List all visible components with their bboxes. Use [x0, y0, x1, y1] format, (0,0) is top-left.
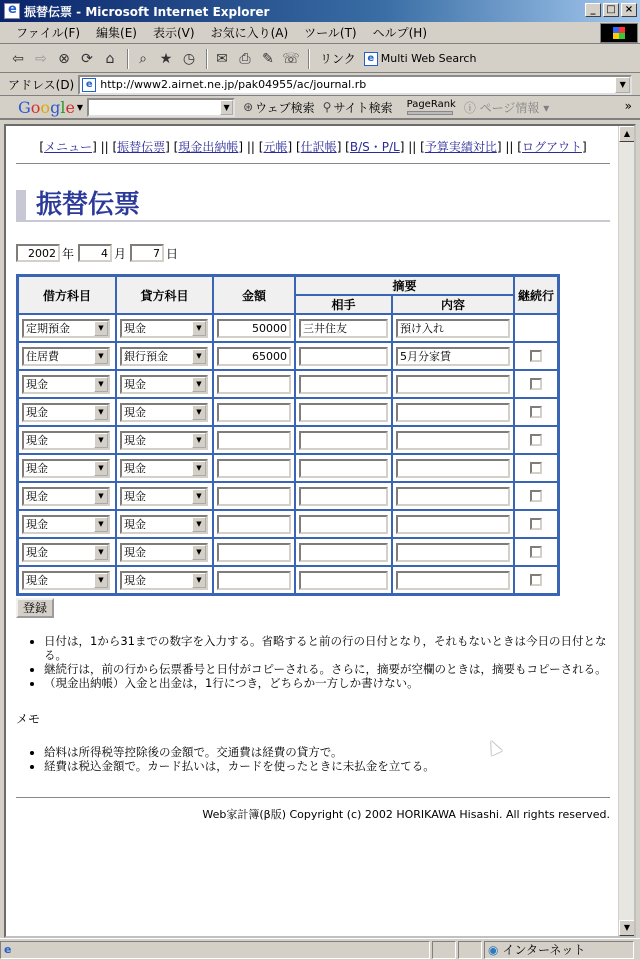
amount-input[interactable]	[217, 431, 291, 450]
ie-icon	[4, 3, 20, 19]
debit-value: 住居費	[26, 349, 59, 363]
maximize-button[interactable]: □	[603, 3, 619, 17]
web-search-button[interactable]	[243, 99, 315, 116]
dropdown-arrow-icon[interactable]: ▼	[192, 433, 206, 448]
journal-cell	[295, 398, 392, 426]
journal-row	[18, 566, 558, 594]
amount-input[interactable]	[217, 571, 291, 590]
status-bar	[0, 938, 640, 960]
toolbar-separator	[308, 49, 310, 69]
continue-checkbox[interactable]	[530, 490, 542, 502]
zone-label: インターネット	[502, 943, 586, 957]
content-input[interactable]	[396, 403, 510, 422]
journal-cell	[116, 426, 213, 454]
credit-value: 現金	[124, 461, 146, 475]
journal-cell	[392, 370, 514, 398]
continue-checkbox[interactable]	[530, 462, 542, 474]
credit-value: 現金	[124, 405, 146, 419]
journal-cell	[514, 482, 558, 510]
register-button[interactable]: 登録	[16, 598, 54, 618]
nav-link-furikae[interactable]: 振替伝票	[117, 140, 166, 154]
content-input[interactable]	[396, 571, 510, 590]
debit-value: 現金	[26, 517, 48, 531]
nav-link-menu[interactable]: メニュー	[44, 140, 93, 154]
menu-tools[interactable]: ツール(T)	[304, 26, 357, 40]
dropdown-arrow-icon[interactable]: ▼	[192, 321, 206, 336]
journal-cell	[213, 398, 295, 426]
journal-cell	[392, 342, 514, 370]
debit-select[interactable]	[22, 459, 110, 478]
content-input[interactable]	[396, 375, 510, 394]
journal-cell	[18, 538, 116, 566]
address-label: アドレス(D)	[8, 78, 75, 92]
journal-cell	[116, 314, 213, 342]
amount-input[interactable]	[217, 515, 291, 534]
multi-web-search-label: Multi Web Search	[380, 52, 477, 65]
footer-copyright: Web家計簿(β版) Copyright (c) 2002 HORIKAWA Hisashi. All rights reserved.	[202, 808, 610, 821]
journal-cell	[295, 314, 392, 342]
credit-select[interactable]	[120, 347, 208, 366]
note-item: • 日付は，1から31までの数字を入力する。省略すると前の行の日付となり，それもないときは今日の日付となる。	[44, 634, 610, 662]
credit-value: 現金	[124, 489, 146, 503]
journal-cell	[213, 454, 295, 482]
debit-value: 現金	[26, 433, 48, 447]
amount-input[interactable]: 50000	[217, 319, 291, 338]
partner-input[interactable]	[299, 487, 388, 506]
dropdown-arrow-icon[interactable]: ▼	[94, 461, 108, 476]
partner-input[interactable]: 三井住友	[299, 319, 388, 338]
dropdown-arrow-icon[interactable]: ▼	[94, 405, 108, 420]
header-continue: 継続行	[514, 276, 558, 314]
journal-cell	[18, 398, 116, 426]
journal-cell	[18, 566, 116, 594]
menu-edit[interactable]: 編集(E)	[96, 26, 137, 40]
journal-cell	[392, 398, 514, 426]
dropdown-arrow-icon[interactable]: ▼	[94, 489, 108, 504]
journal-cell	[116, 370, 213, 398]
dropdown-arrow-icon[interactable]: ▼	[192, 545, 206, 560]
status-panel	[432, 941, 456, 959]
amount-input[interactable]	[217, 403, 291, 422]
site-search-label: サイト検索	[333, 100, 393, 115]
credit-value: 現金	[124, 321, 146, 335]
address-bar	[0, 74, 640, 96]
address-dropdown-icon[interactable]: ▼	[615, 77, 630, 93]
debit-select[interactable]	[22, 431, 110, 450]
windows-logo-icon	[600, 23, 638, 43]
continue-checkbox[interactable]	[530, 546, 542, 558]
dropdown-arrow-icon[interactable]: ▼	[192, 461, 206, 476]
credit-value: 現金	[124, 517, 146, 531]
credit-value: 現金	[124, 545, 146, 559]
notes-list	[16, 634, 610, 690]
year-input[interactable]	[16, 244, 60, 262]
partner-input[interactable]	[299, 431, 388, 450]
menu-bar	[0, 22, 640, 44]
note-item: • （現金出納帳）入金と出金は，1行につき，どちらか一方しか書けない。	[44, 676, 610, 690]
journal-cell	[295, 482, 392, 510]
debit-select[interactable]	[22, 403, 110, 422]
note-item: • 継続行は，前の行から伝票番号と日付がコピーされる。さらに，摘要が空欄のときは，摘要もコピーされる。	[44, 662, 610, 676]
journal-cell	[213, 370, 295, 398]
credit-select[interactable]	[120, 431, 208, 450]
print-icon[interactable]: ⎙	[239, 50, 251, 67]
dropdown-arrow-icon[interactable]: ▼	[192, 489, 206, 504]
journal-cell	[18, 482, 116, 510]
nav-link-yosan[interactable]: 予算実績対比	[424, 140, 497, 154]
journal-cell	[213, 566, 295, 594]
journal-cell	[295, 566, 392, 594]
favorites-icon[interactable]: ★	[159, 50, 173, 67]
credit-value: 現金	[124, 573, 146, 587]
content-input[interactable]	[396, 515, 510, 534]
refresh-icon[interactable]: ⟳	[81, 50, 93, 67]
journal-cell	[295, 342, 392, 370]
debit-select[interactable]	[22, 319, 110, 338]
credit-value: 現金	[124, 377, 146, 391]
journal-cell	[392, 538, 514, 566]
amount-input[interactable]	[217, 543, 291, 562]
dropdown-arrow-icon[interactable]: ▼	[94, 545, 108, 560]
journal-row	[18, 370, 558, 398]
journal-cell	[213, 482, 295, 510]
debit-value: 現金	[26, 573, 48, 587]
journal-cell	[295, 426, 392, 454]
day-unit: 日	[166, 246, 179, 261]
partner-input[interactable]	[299, 347, 388, 366]
year-unit: 年	[62, 246, 75, 261]
debit-value: 現金	[26, 461, 48, 475]
continue-checkbox[interactable]	[530, 518, 542, 530]
debit-value: 現金	[26, 405, 48, 419]
partner-input[interactable]	[299, 403, 388, 422]
history-icon[interactable]: ◷	[182, 50, 196, 67]
journal-body	[18, 314, 558, 594]
ie-page-icon: e	[364, 52, 378, 66]
journal-cell	[392, 510, 514, 538]
web-search-icon: ⊛	[243, 100, 254, 114]
credit-value: 現金	[124, 433, 146, 447]
menu-view[interactable]: 表示(V)	[152, 26, 195, 40]
journal-cell	[116, 566, 213, 594]
pagerank-indicator[interactable]	[407, 100, 456, 115]
debit-select[interactable]	[22, 487, 110, 506]
journal-cell	[116, 454, 213, 482]
debit-select[interactable]	[22, 571, 110, 590]
credit-select[interactable]	[120, 403, 208, 422]
nav-link-shiwake[interactable]: 仕訳帳	[300, 140, 337, 154]
journal-cell	[213, 510, 295, 538]
partner-input[interactable]	[299, 543, 388, 562]
month-input[interactable]	[78, 244, 112, 262]
status-text	[0, 941, 430, 959]
memo-heading: メモ	[16, 712, 41, 726]
journal-cell	[18, 314, 116, 342]
journal-cell	[295, 510, 392, 538]
google-toolbar	[0, 96, 640, 120]
home-icon[interactable]: ⌂	[105, 50, 115, 67]
dropdown-arrow-icon[interactable]: ▼	[94, 349, 108, 364]
amount-input[interactable]	[217, 487, 291, 506]
journal-cell	[213, 538, 295, 566]
credit-select[interactable]	[120, 515, 208, 534]
credit-select[interactable]	[120, 319, 208, 338]
close-button[interactable]: ×	[621, 3, 637, 17]
dropdown-arrow-icon[interactable]: ▼	[94, 573, 108, 588]
web-search-label: ウェブ検索	[255, 100, 315, 115]
nav-link-logout[interactable]: ログアウト	[521, 140, 582, 154]
journal-row	[18, 342, 558, 370]
google-search-dropdown-icon[interactable]: ▼	[220, 100, 233, 115]
journal-cell	[392, 482, 514, 510]
dropdown-arrow-icon[interactable]: ▼	[94, 321, 108, 336]
journal-cell	[18, 510, 116, 538]
toolbar-separator	[127, 49, 129, 69]
journal-row	[18, 538, 558, 566]
journal-cell	[392, 314, 514, 342]
toolbar-separator	[206, 49, 208, 69]
google-logo[interactable]: Google	[18, 97, 75, 117]
scroll-down-icon[interactable]: ▼	[619, 920, 635, 936]
stop-icon[interactable]: ⊗	[58, 50, 70, 67]
debit-select[interactable]	[22, 375, 110, 394]
journal-cell	[18, 342, 116, 370]
dropdown-arrow-icon[interactable]: ▼	[94, 517, 108, 532]
window-title: 振替伝票 - Microsoft Internet Explorer	[24, 4, 270, 19]
journal-cell	[213, 342, 295, 370]
header-summary: 摘要	[295, 276, 514, 295]
site-search-button[interactable]	[323, 99, 393, 116]
partner-input[interactable]	[299, 515, 388, 534]
journal-cell	[213, 426, 295, 454]
toolbar-chevron-icon[interactable]: »	[624, 99, 632, 113]
nav-link-motocho[interactable]: 元帳	[263, 140, 288, 154]
discuss-icon[interactable]: ☏	[282, 50, 300, 67]
ie-status-icon: e	[4, 943, 12, 956]
continue-checkbox[interactable]	[530, 574, 542, 586]
credit-select[interactable]	[120, 487, 208, 506]
journal-cell	[514, 510, 558, 538]
scroll-up-icon[interactable]: ▲	[619, 126, 635, 142]
back-icon[interactable]: ⇦	[12, 50, 24, 67]
journal-table	[16, 274, 560, 596]
journal-cell	[392, 426, 514, 454]
journal-cell	[514, 538, 558, 566]
address-url: http://www2.airnet.ne.jp/pak04955/ac/journal.rb	[100, 77, 367, 91]
journal-cell	[392, 566, 514, 594]
amount-input[interactable]	[217, 375, 291, 394]
continue-checkbox[interactable]	[530, 378, 542, 390]
nav-link-bspl[interactable]: B/S・P/L	[349, 140, 400, 154]
google-dropdown-icon[interactable]: ▼	[76, 102, 84, 112]
debit-select[interactable]	[22, 347, 110, 366]
dropdown-arrow-icon[interactable]: ▼	[192, 517, 206, 532]
journal-row	[18, 510, 558, 538]
debit-select[interactable]	[22, 543, 110, 562]
content-input[interactable]: 5月分家賃	[396, 347, 510, 366]
journal-row	[18, 482, 558, 510]
journal-cell	[213, 314, 295, 342]
multi-web-search-link[interactable]	[364, 52, 477, 66]
amount-input[interactable]: 65000	[217, 347, 291, 366]
ie-page-icon: e	[82, 78, 96, 92]
amount-input[interactable]	[217, 459, 291, 478]
window-titlebar	[0, 0, 640, 22]
journal-cell	[514, 566, 558, 594]
journal-row	[18, 426, 558, 454]
dropdown-arrow-icon[interactable]: ▼	[192, 573, 206, 588]
credit-select[interactable]	[120, 571, 208, 590]
page-info-label: ページ情報	[479, 100, 540, 115]
journal-cell	[514, 398, 558, 426]
credit-select[interactable]	[120, 459, 208, 478]
vertical-scrollbar[interactable]	[618, 126, 634, 936]
journal-cell	[18, 426, 116, 454]
memo-item: • 経費は税込金額で。カード払いは，カードを使ったときに未払金を立てる。	[44, 759, 610, 773]
journal-row	[18, 398, 558, 426]
continue-checkbox[interactable]	[530, 406, 542, 418]
journal-cell	[116, 342, 213, 370]
security-zone	[484, 941, 634, 959]
content-input[interactable]: 預け入れ	[396, 319, 510, 338]
edit-icon[interactable]: ✎	[262, 50, 274, 67]
page-info-button[interactable]: ⓘ ページ情報 ▾	[463, 100, 550, 115]
dropdown-arrow-icon[interactable]: ▼	[192, 377, 206, 392]
journal-cell	[18, 454, 116, 482]
mail-icon[interactable]: ✉	[216, 50, 228, 67]
page-content	[16, 126, 610, 822]
footer-divider	[16, 797, 610, 798]
partner-input[interactable]	[299, 375, 388, 394]
journal-cell	[18, 370, 116, 398]
menu-help[interactable]: ヘルプ(H)	[372, 26, 427, 40]
credit-select[interactable]	[120, 375, 208, 394]
journal-cell	[514, 370, 558, 398]
journal-cell	[116, 398, 213, 426]
dropdown-arrow-icon[interactable]: ▼	[192, 349, 206, 364]
credit-select[interactable]	[120, 543, 208, 562]
continue-checkbox[interactable]	[530, 350, 542, 362]
search-icon[interactable]: ⌕	[139, 50, 147, 67]
dropdown-arrow-icon[interactable]: ▼	[192, 405, 206, 420]
debit-value: 現金	[26, 545, 48, 559]
content-input[interactable]	[396, 487, 510, 506]
journal-row	[18, 454, 558, 482]
debit-value: 現金	[26, 377, 48, 391]
date-row	[16, 244, 610, 262]
content-input[interactable]	[396, 431, 510, 450]
dropdown-arrow-icon[interactable]: ▼	[94, 433, 108, 448]
status-panel	[458, 941, 482, 959]
header-amount: 金額	[213, 276, 295, 314]
header-debit: 借方科目	[18, 276, 116, 314]
journal-cell	[514, 454, 558, 482]
day-input[interactable]	[130, 244, 164, 262]
debit-select[interactable]	[22, 515, 110, 534]
journal-cell	[116, 538, 213, 566]
journal-cell	[514, 426, 558, 454]
site-search-icon: ⚲	[322, 100, 332, 114]
content-input[interactable]	[396, 543, 510, 562]
content-input[interactable]	[396, 459, 510, 478]
memo-list	[16, 745, 610, 773]
page-viewport	[4, 124, 636, 938]
memo-item: • 給料は所得税等控除後の金額で。交通費は経費の貸方で。	[44, 745, 610, 759]
journal-cell	[295, 454, 392, 482]
journal-cell	[514, 342, 558, 370]
google-search-input[interactable]	[87, 98, 235, 117]
nav-link-genkin[interactable]: 現金出納帳	[178, 140, 239, 154]
forward-icon[interactable]: ⇨	[35, 50, 47, 67]
standard-toolbar	[0, 45, 640, 73]
dropdown-arrow-icon[interactable]: ▼	[94, 377, 108, 392]
journal-cell	[392, 454, 514, 482]
journal-cell	[116, 482, 213, 510]
journal-row	[18, 314, 558, 342]
menu-file[interactable]: ファイル(F)	[16, 26, 81, 40]
journal-cell	[116, 510, 213, 538]
pagerank-bar	[407, 111, 453, 115]
address-input[interactable]	[78, 75, 632, 95]
debit-value: 現金	[26, 489, 48, 503]
debit-value: 定期預金	[26, 321, 70, 335]
credit-value: 銀行預金	[124, 349, 168, 363]
journal-cell	[514, 314, 558, 342]
continue-checkbox[interactable]	[530, 434, 542, 446]
header-credit: 貸方科目	[116, 276, 213, 314]
nav-divider	[16, 163, 610, 164]
nav-links: [メニュー] || [振替伝票] [現金出納帳] || [元帳] [仕訳帳] [B/S・P/L] || [予算実績対比] || [ログアウト]	[39, 140, 587, 154]
journal-cell	[295, 370, 392, 398]
menu-favorites[interactable]: お気に入り(A)	[210, 26, 289, 40]
header-partner: 相手	[295, 295, 392, 314]
globe-icon: ◉	[488, 942, 499, 957]
partner-input[interactable]	[299, 459, 388, 478]
links-label[interactable]: リンク	[320, 52, 356, 66]
month-unit: 月	[114, 246, 127, 261]
page-title: 振替伝票	[16, 190, 610, 222]
header-content: 内容	[392, 295, 514, 314]
partner-input[interactable]	[299, 571, 388, 590]
minimize-button[interactable]: _	[585, 3, 601, 17]
pagerank-label: PageRank	[406, 98, 456, 110]
journal-cell	[295, 538, 392, 566]
